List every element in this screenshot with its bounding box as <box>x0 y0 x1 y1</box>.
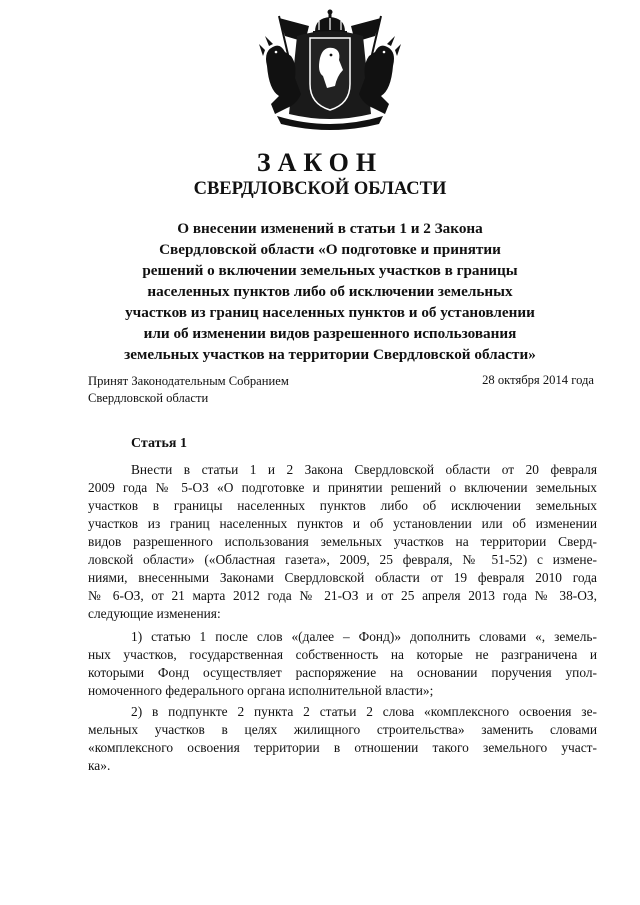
article-paragraph <box>88 628 597 700</box>
paragraph-line: ловской области» («Областная газета», 2009, 25 февраля, № 51-52) с измене- <box>88 552 597 567</box>
law-title-line: земельных участков на территории Свердловской области» <box>124 346 536 363</box>
coat-of-arms-emblem <box>257 6 403 132</box>
paragraph-line: 1) статью 1 после слов «(далее – Фонд)» дополнить словами «, земель- <box>131 629 597 644</box>
paragraph-line: Внести в статьи 1 и 2 Закона Свердловской области от 20 февраля <box>131 462 597 477</box>
law-title-line: Свердловской области «О подготовке и принятии <box>159 241 501 258</box>
right-sable-icon <box>359 36 401 114</box>
shield-icon <box>310 38 350 110</box>
law-title-line: О внесении изменений в статьи 1 и 2 Закона <box>177 220 483 237</box>
law-title-line: решений о включении земельных участков в границы <box>142 262 518 279</box>
adopting-body-line: Принят Законодательным Собранием <box>88 374 289 388</box>
document-title: ЗАКОН <box>256 148 384 177</box>
paragraph-line: 2009 года № 5-ОЗ «О подготовке и принятии решений о включении земельных <box>88 480 597 495</box>
paragraph-line: следующие изменения: <box>88 606 221 621</box>
paragraph-line: «комплексного освоения территории в отношении такого земельного участ- <box>88 740 597 755</box>
adopting-body <box>88 373 289 407</box>
paragraph-line: № 6-ОЗ, от 21 марта 2012 года № 21-ОЗ и от 25 апреля 2013 года № 38-ОЗ, <box>88 588 597 603</box>
article-heading: Статья 1 <box>131 436 187 451</box>
document-subtitle: СВЕРДЛОВСКОЙ ОБЛАСТИ <box>193 179 447 199</box>
paragraph-line: мельных участков в целях жилищного строительства» заменить словами <box>88 722 597 737</box>
paragraph-line: которыми Фонд осуществляет распоряжение на основании поручения упол- <box>88 665 597 680</box>
paragraph-line: ниями, внесенными Законами Свердловской области от 19 февраля 2010 года <box>88 570 597 585</box>
paragraph-line: ка». <box>88 758 111 773</box>
law-title-line: или об изменении видов разрешенного использования <box>143 325 517 342</box>
adoption-date: 28 октября 2014 года <box>482 373 594 387</box>
paragraph-line: ных участков, государственная собственность на которые не разграничена и <box>88 647 597 662</box>
law-title-line: участков из границ населенных пунктов и об установлении <box>125 304 535 321</box>
paragraph-line: видов разрешенного использования земельных участков на территории Сверд- <box>88 534 597 549</box>
adopting-body-line: Свердловской области <box>88 391 209 405</box>
article-paragraph <box>88 703 597 775</box>
paragraph-line: участков в границы населенных пунктов либо об исключении земельных <box>88 498 597 513</box>
article-paragraph <box>88 461 597 623</box>
paragraph-line: участков из границ населенных пунктов и об установлении или об изменении <box>88 516 597 531</box>
paragraph-line: номоченного федерального органа исполнительной власти»; <box>88 683 434 698</box>
law-title-line: населенных пунктов либо об исключении земельных <box>147 283 513 300</box>
law-title <box>60 218 600 365</box>
paragraph-line: 2) в подпункте 2 пункта 2 статьи 2 слова «комплексного освоения зе- <box>131 704 597 719</box>
left-griffin-icon <box>259 36 301 114</box>
